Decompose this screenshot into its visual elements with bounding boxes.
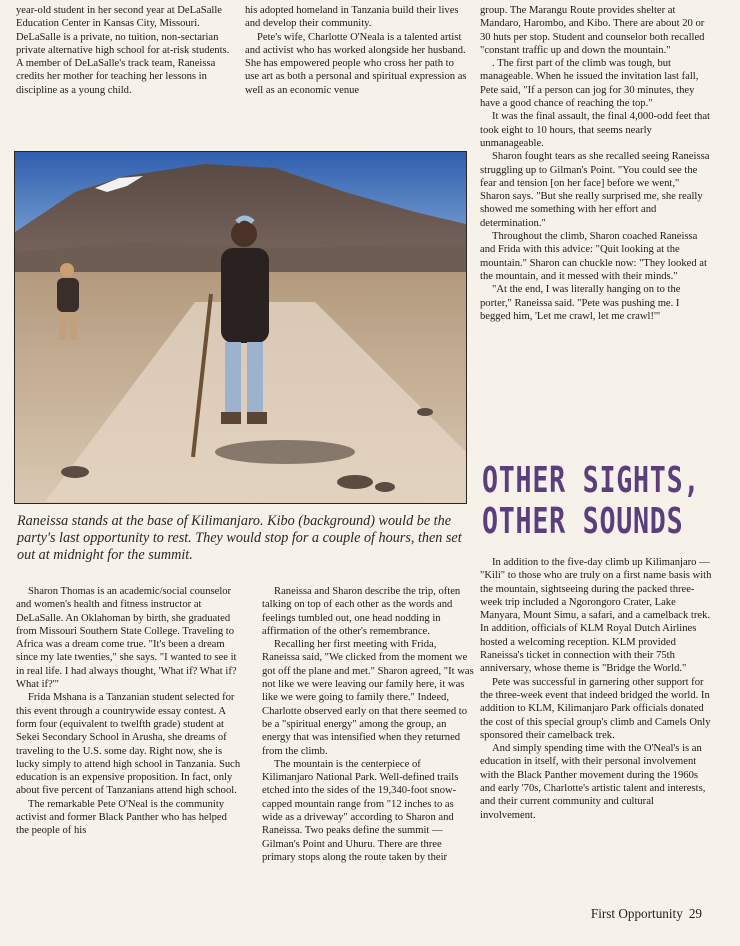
paragraph: Sharon fought tears as she recalled seeing Raneissa struggling up to Gilman's Point. "You could see the fear and tension [on her face] before we went," Sharon says. "But she really surprised me, she really showed me something with her effort and determination." [480, 151, 710, 229]
paragraph: Frida Mshana is a Tanzanian student selected for this event through a countrywide essay contest. A form four (equivalent to twelfth grade) student at Sekei Secondary School in Arusha, she dreams of traveling to the U.S. some day. Right now, she is lucky simply to attend high school in Tanzania. Such education is an expensive proposition. In fact, only about five percent of Tanzanians attend high school. [16, 692, 241, 797]
page-number: 29 [688, 906, 702, 921]
article-column-right-bottom [480, 556, 712, 822]
paragraph: In addition to the five-day climb up Kilimanjaro — "Kili" to those who are truly on a first name basis with the mountain, sightseeing during the packed three-week trip included a Ngorongoro Crater, Lake Manyara, Mount Simu, a safari, and a camelback trek. In addition, officials of KLM Royal Dutch Airlines hosted a welcoming reception. KLM provided Raneissa's ticket in connection with their 75th anniversary, whose theme is "Bridge the World." [480, 557, 712, 675]
paragraph: year-old student in her second year at DeLaSalle Education Center in Kansas City, Missouri. DeLaSalle is a private, no tuition, non-sectarian private alternative high school for at-risk students. A member of DeLaSalle's track team, Raneissa credits her mother for teaching her lessons in discipline as a young child. [16, 5, 230, 96]
paragraph: "At the end, I was literally hanging on to the porter," Raneissa said. "Pete was pushing me. I begged him, 'Let me crawl, let me crawl!'" [480, 284, 681, 322]
paragraph: Recalling her first meeting with Frida, Raneissa said, "We clicked from the moment we got off the plane and met." Sharon agreed, "It was not like we were leaving our family here, it was like we were going to family there." Indeed, Charlotte observed early on that there seemed to be a "spiritual energy" among the group, an energy that was intensified when they returned from the climb. [262, 639, 474, 757]
photo-illustration [15, 152, 466, 503]
section-heading [482, 460, 701, 542]
paragraph: And simply spending time with the O'Neal's is an education in itself, with their personal involvement with the Black Panther movement during the 1960s and early '70s, Charlotte's artistic talent and interests, and their current community and cultural involvement. [480, 743, 706, 821]
publication-name: First Opportunity [590, 906, 683, 921]
paragraph: It was the final assault, the final 4,000-odd feet that took eight to 10 hours, that seems nearly unmanageable. [480, 111, 710, 149]
article-column-top-left [16, 4, 230, 97]
page-footer [591, 906, 702, 922]
photo-caption: Raneissa stands at the base of Kilimanjaro. Kibo (background) would be the party's last opportunity to rest. They would stop for a couple of hours, then set out at midnight for the summit. [17, 513, 462, 563]
paragraph: The mountain is the centerpiece of Kilimanjaro National Park. Well-defined trails etched into the sides of the 19,340-foot snow-capped mountain range from "12 inches to as wide as a driveway" according to Sharon and Raneissa. Two peaks define the summit — Gilman's Point and Uhuru. There are three primary stops along the route taken by their [262, 758, 459, 863]
paragraph: Pete's wife, Charlotte O'Neala is a talented artist and activist who has worked alongside her husband. She has empowered people who cross her path to use art as both a personal and spiritual expression as well as an economic venue [245, 31, 467, 96]
paragraph: group. The Marangu Route provides shelter at Mandaro, Harombo, and Kibo. There are about 20 or 30 huts per stop. Student and counselor both recalled "constant traffic up and down the mountain." [480, 5, 705, 56]
heading-line-1: OTHER SIGHTS, [482, 460, 701, 501]
paragraph: Raneissa and Sharon describe the trip, often talking on top of each other as the words and feelings tumbled out, one head nodding in affirmation of the other's remembrance. [262, 586, 461, 637]
paragraph: The remarkable Pete O'Neal is the community activist and former Black Panther who has helped the people of his [16, 798, 227, 837]
paragraph: his adopted homeland in Tanzania build their lives and develop their community. [245, 5, 459, 30]
article-column-top-middle [245, 4, 467, 97]
kilimanjaro-photo [14, 151, 467, 504]
heading-line-2: OTHER SOUNDS [482, 501, 684, 542]
article-column-bottom-middle [262, 585, 474, 864]
article-column-bottom-left [16, 585, 241, 838]
paragraph: Pete was successful in garnering other support for the three-week event that indeed bridged the world. In addition to KLM, Kilimanjaro Park officials donated the cost of this special group's climb and Camels Only sponsored their camelback trek. [480, 676, 711, 741]
paragraph: Sharon Thomas is an academic/social counselor and women's health and fitness instructor at DeLaSalle. An Oklahoman by birth, she graduated from Missouri Southern State College. Traveling to Africa was a dream come true. "It's been a dream since my late twenties," she says. "I wanted to see it in real life. I had always thought, 'What if? What if? What if?'" [16, 586, 237, 691]
paragraph: . The first part of the climb was tough, but manageable. When he issued the invitation last fall, Pete said, "If a person can jog for 30 minutes, they have a good chance of reaching the top." [480, 58, 699, 110]
article-column-right-top [480, 4, 710, 323]
paragraph: Throughout the climb, Sharon coached Raneissa and Frida with this advice: "Quit looking at the mountain." Sharon can chuckle now: "They looked at the mountain, and it messed with their minds." [480, 231, 707, 282]
